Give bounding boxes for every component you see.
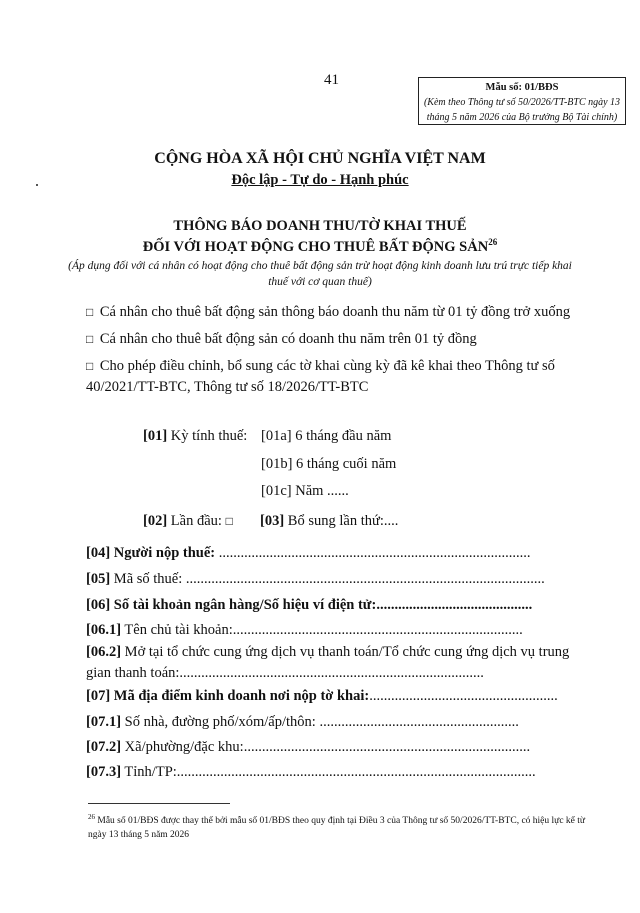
nation-title: CỘNG HÒA XÃ HỘI CHỦ NGHĨA VIỆT NAM <box>154 150 486 167</box>
period-option-01c[interactable]: [01c] Năm ...... <box>261 483 349 499</box>
option-3-checkbox[interactable]: □ <box>86 359 94 373</box>
field-04 <box>86 543 586 564</box>
field-06-1-label: Tên chủ tài khoản: <box>124 622 233 638</box>
field-06-1-code: [06.1] <box>86 622 122 638</box>
field-06-2-code: [06.2] <box>86 644 122 660</box>
field-02 <box>143 513 233 530</box>
footnote-number: 26 <box>88 813 95 821</box>
footnote-text: Mẫu số 01/BĐS được thay thế bởi mẫu số 01/BĐS theo quy định tại Điều 3 của Thông tư số 50/2026/TT-BTC, có hiệu lực kể từ ngày 13 tháng 5 năm 2026 <box>88 816 586 841</box>
field-07-1-code: [07.1] <box>86 714 122 730</box>
field-05-code: [05] <box>86 571 111 587</box>
field-07-2-input[interactable]: ............................................................................... <box>243 739 531 755</box>
option-2 <box>86 329 586 350</box>
field-06-1 <box>86 620 586 641</box>
form-code-note: (Kèm theo Thông tư số 50/2026/TT-BTC ngày 13 tháng 5 năm 2026 của Bộ trưởng Bộ Tài chính) <box>423 97 621 123</box>
period-option-01a[interactable]: [01a] 6 tháng đầu năm <box>261 428 392 444</box>
field-05-label: Mã số thuế: <box>113 571 183 587</box>
form-code-box <box>418 77 626 125</box>
field-07-2 <box>86 737 586 758</box>
field-05 <box>86 569 586 590</box>
field-07-code: [07] <box>86 688 111 704</box>
field-07-label: Mã địa điểm kinh doanh nơi nộp tờ khai: <box>113 688 370 704</box>
field-06-2-label: Mở tại tổ chức cung ứng dịch vụ thanh toán/Tổ chức cung ứng dịch vụ trung gian thanh toán: <box>86 644 570 681</box>
field-06-label: Số tài khoản ngân hàng/Số hiệu ví điện tử: <box>113 597 377 613</box>
document-title-line2-text: ĐỐI VỚI HOẠT ĐỘNG CHO THUÊ BẤT ĐỘNG SẢN <box>142 238 489 255</box>
form-code: Mẫu số: 01/BĐS <box>485 82 559 93</box>
field-03 <box>260 513 398 530</box>
option-3-label: Cho phép điều chỉnh, bổ sung các tờ khai cùng kỳ đã kê khai theo Thông tư số 40/2021/TT-BTC, Thông tư số 18/2026/TT-BTC <box>86 358 555 395</box>
field-03-code: [03] <box>260 513 285 529</box>
field-01-code: [01] <box>143 428 168 444</box>
field-02-label: Lần đầu: <box>170 513 222 529</box>
footnote <box>88 810 593 842</box>
field-06 <box>86 595 586 616</box>
field-07-3 <box>86 762 586 783</box>
field-04-label: Người nộp thuế: <box>113 545 216 561</box>
field-07-2-code: [07.2] <box>86 739 122 755</box>
field-07-2-label: Xã/phường/đặc khu: <box>124 739 244 755</box>
footnote-reference: 26 <box>488 237 498 247</box>
option-1 <box>86 302 586 323</box>
nation-motto: Độc lập - Tự do - Hạnh phúc <box>231 172 409 188</box>
document-title-line2 <box>40 237 600 256</box>
field-07-1 <box>86 712 586 733</box>
field-07-1-input[interactable]: ....................................................... <box>315 714 519 730</box>
field-04-code: [04] <box>86 545 111 561</box>
field-06-code: [06] <box>86 597 111 613</box>
field-06-2-input[interactable]: .................................................................................... <box>179 665 484 681</box>
field-01-label <box>143 428 247 445</box>
document-subtitle: (Áp dụng đối với cá nhân có hoạt động cho thuê bất động sản trừ hoạt động kinh doanh lưu trú trực tiếp khai thuế với cơ quan thuế) <box>68 260 572 288</box>
field-04-input[interactable]: ...................................................................................... <box>215 545 531 561</box>
page-number: 41 <box>324 72 339 88</box>
field-06-2 <box>86 642 586 684</box>
margin-speck <box>36 184 38 186</box>
field-07-3-input[interactable]: ................................................................................................... <box>176 764 536 780</box>
field-07-1-label: Số nhà, đường phố/xóm/ấp/thôn: <box>124 714 316 730</box>
option-3 <box>86 356 586 398</box>
period-option-01b[interactable]: [01b] 6 tháng cuối năm <box>261 456 397 472</box>
field-07-3-code: [07.3] <box>86 764 122 780</box>
field-05-input[interactable]: ................................................................................................... <box>182 571 545 587</box>
field-01-text: Kỳ tính thuế: <box>170 428 248 444</box>
option-1-label: Cá nhân cho thuê bất động sản thông báo doanh thu năm từ 01 tỷ đồng trở xuống <box>99 304 571 320</box>
option-1-checkbox[interactable]: □ <box>86 305 94 319</box>
field-03-label: Bổ sung lần thứ:.... <box>287 513 399 529</box>
first-time-checkbox[interactable]: □ <box>225 514 233 528</box>
footnote-divider <box>88 803 230 804</box>
option-2-checkbox[interactable]: □ <box>86 332 94 346</box>
document-title-line1: THÔNG BÁO DOANH THU/TỜ KHAI THUẾ <box>173 218 467 234</box>
option-2-label: Cá nhân cho thuê bất động sản có doanh thu năm trên 01 tỷ đồng <box>99 331 477 347</box>
field-06-input[interactable]: ........................................... <box>376 597 533 613</box>
field-06-1-input[interactable]: ................................................................................ <box>232 622 523 638</box>
field-02-code: [02] <box>143 513 168 529</box>
field-07-input[interactable]: .................................................... <box>369 688 558 704</box>
field-07 <box>86 686 586 707</box>
field-07-3-label: Tỉnh/TP: <box>124 764 177 780</box>
